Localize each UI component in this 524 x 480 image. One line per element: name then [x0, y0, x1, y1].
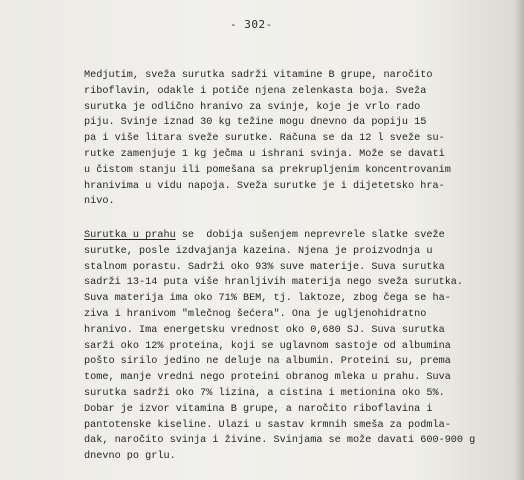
text-line: nivo.	[84, 196, 115, 208]
text-line: u čistom stanju ili pomešana sa prekrupljenim koncentrovanim	[84, 164, 451, 176]
text-line: rutke zamenjuje 1 kg ječma u ishrani svinja. Može se davati	[84, 148, 445, 160]
text-line-first	[84, 228, 504, 244]
text-line: ziva i hranivom "mlečnog šećera". Ona je ugljenohidratno	[84, 308, 427, 320]
text-line: pantotenske kiseline. Ulazi u sastav krmnih smeša za podmla-	[84, 419, 451, 431]
paragraph-fresh-whey	[84, 68, 504, 210]
text-line: surutka je odlično hranivo za svinje, koje je vrlo rado	[84, 101, 421, 113]
text-line: dak, naročito svinja i živine. Svinjama se može davati 600-900 g	[84, 435, 476, 447]
text-line: pošto sirilo jedino ne deluje na albumin. Proteini su, prema	[84, 356, 451, 368]
paragraph-whey-powder	[84, 228, 504, 465]
text-line-rest: se dobija sušenjem neprevrele slatke sveže	[175, 230, 445, 241]
text-line: riboflavin, odakle i potiče njena zelenkasta boja. Sveža	[84, 85, 427, 97]
section-heading: Surutka u prahu	[84, 230, 176, 241]
page-edge-shadow	[514, 0, 524, 480]
text-line: pa i više litara sveže surutke. Računa se da 12 l sveže su-	[84, 133, 445, 145]
text-line: tome, manje vredni nego proteini obranog mleka u prahu. Suva	[84, 372, 451, 384]
text-line: Dobar je izvor vitamina B grupe, a naročito riboflavina i	[84, 403, 433, 415]
text-line: Medjutim, sveža surutka sadrži vitamine B grupe, naročito	[84, 70, 433, 81]
text-line: piju. Svinje iznad 30 kg težine mogu dnevno da popiju 15	[84, 117, 427, 129]
page-number: - 302-	[230, 18, 273, 31]
text-line: dnevno po grlu.	[84, 451, 176, 463]
text-line: Suva materija ima oko 71% BEM, tj. laktoze, zbog čega se ha-	[84, 293, 451, 305]
text-line: hranivima u vidu napoja. Sveža surutke je i dijetetsko hra-	[84, 180, 445, 192]
text-line: surutka sadrži oko 7% lizina, a cistina i metionina oko 5%.	[84, 387, 445, 399]
text-line: stalnom porastu. Sadrži oko 93% suve materije. Suva surutka	[84, 261, 445, 273]
text-line: surutke, posle izdvajanja kazeina. Njena je proizvodnja u	[84, 245, 433, 257]
text-line: sarži oko 12% proteina, koji se uglavnom sastoje od albumina	[84, 340, 451, 352]
text-line: sadrži 13-14 puta više hranljivih materija nego sveža surutka.	[84, 277, 464, 289]
text-line: hranivo. Ima energetsku vrednost oko 0,680 SJ. Suva surutka	[84, 324, 445, 336]
